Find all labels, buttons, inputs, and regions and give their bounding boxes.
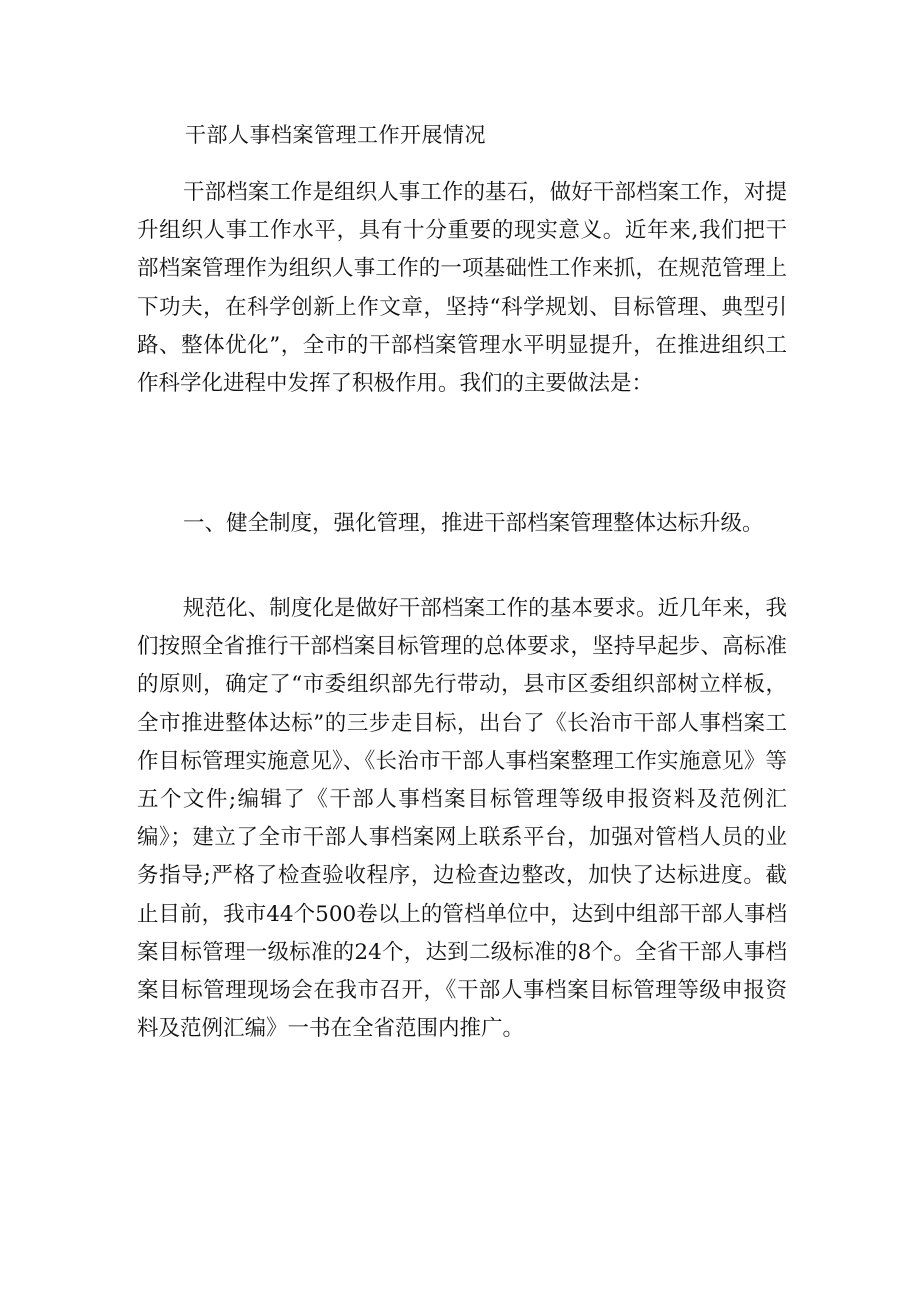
section-1-body: 规范化、制度化是做好干部档案工作的基本要求。近几年来，我们按照全省推行干部档案目标管理的总体要求，坚持早起步、高标准的原则，确定了“市委组织部先行带动，县市区委组织部树立样板，全市推进整体达标”的三步走目标，出台了《长治市干部人事档案工作目标管理实施意见》、《长治市干部人事档案整理工作实施意见》等五个文件;编辑了《干部人事档案目标管理等级申报资料及范例汇编》；建立了全市干部人事档案网上联系平台，加强对管档人员的业务指导;严格了检查验收程序，边检查边整改，加快了达标进度。截止目前，我市44个500卷以上的管档单位中，达到中组部干部人事档案目标管理一级标准的24个，达到二级标准的8个。全省干部人事档案目标管理现场会在我市召开，《干部人事档案目标管理等级申报资料及范例汇编》一书在全省范围内推广。 (137, 596, 787, 1042)
intro-paragraph: 干部档案工作是组织人事工作的基石，做好干部档案工作，对提升组织人事工作水平，具有十分重要的现实意义。近年来,我们把干部档案管理作为组织人事工作的一项基础性工作来抓，在规范管理上下功夫，在科学创新上作文章，坚持“科学规划、目标管理、典型引路、整体优化”，全市的干部档案管理水平明显提升，在推进组织工作科学化进程中发挥了积极作用。我们的主要做法是： (137, 180, 787, 397)
section-1-heading: 一、健全制度，强化管理，推进干部档案管理整体达标升级。 (183, 511, 764, 536)
document-title: 干部人事档案管理工作开展情况 (185, 123, 486, 147)
